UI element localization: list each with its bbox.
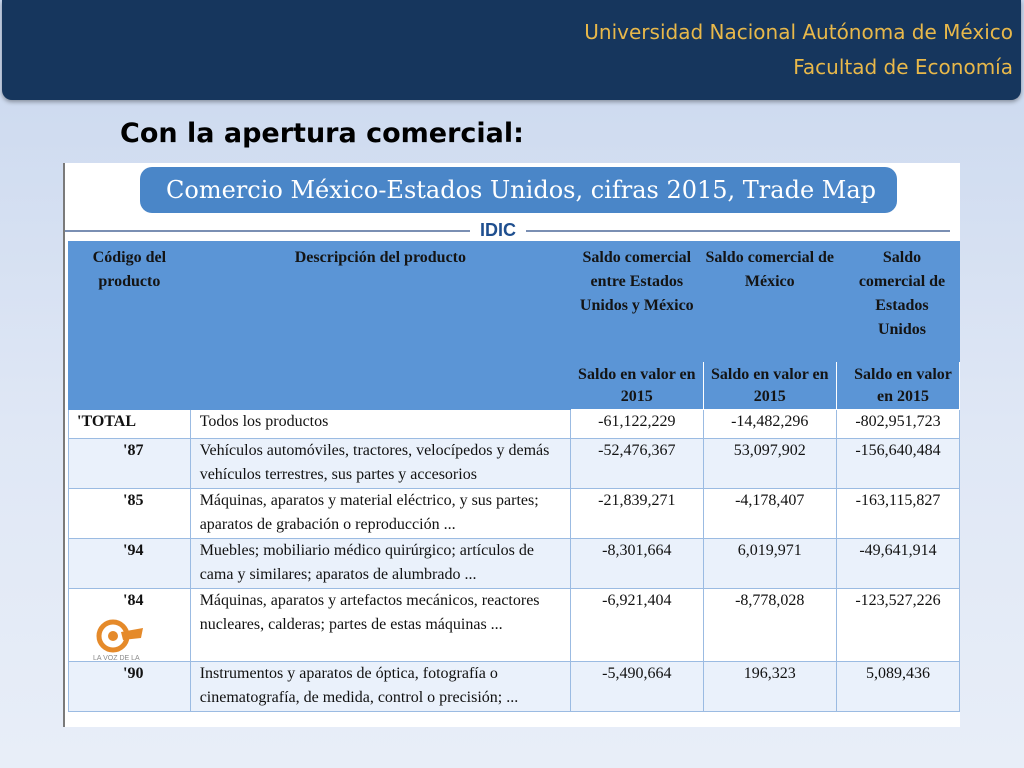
row-value-2: 53,097,902 <box>703 439 836 489</box>
row-code: '90 <box>69 662 191 712</box>
row-value-3: 5,089,436 <box>836 662 959 712</box>
slide-title: Con la apertura comercial: <box>120 118 524 149</box>
row-value-3: -802,951,723 <box>836 410 959 439</box>
row-value-2: -8,778,028 <box>703 589 836 662</box>
row-value-1: -5,490,664 <box>571 662 703 712</box>
row-code: '84 <box>69 589 191 662</box>
row-value-2: 196,323 <box>703 662 836 712</box>
table-row <box>69 489 960 539</box>
subheader-col1: Saldo en valor en 2015 <box>571 362 703 410</box>
header-description: Descripción del producto <box>190 242 570 410</box>
row-value-1: -6,921,404 <box>571 589 703 662</box>
header-col1: Saldo comercial entre Estados Unidos y México <box>571 242 703 362</box>
watermark-text: LA VOZ DE LA <box>93 655 140 662</box>
row-code: '85 <box>69 489 191 539</box>
table-image-panel <box>63 163 960 727</box>
header-col3-text: Saldo comercial de Estados Unidos <box>858 249 946 338</box>
header-col3 <box>836 242 959 362</box>
watermark-logo-icon <box>91 618 147 662</box>
row-code: 'TOTAL <box>69 410 191 439</box>
row-value-1: -21,839,271 <box>571 489 703 539</box>
table-row <box>69 662 960 712</box>
row-value-3: -156,640,484 <box>836 439 959 489</box>
row-value-1: -61,122,229 <box>571 410 703 439</box>
header-bar <box>2 0 1021 100</box>
table-header-row <box>69 242 960 362</box>
idic-logo: IDIC <box>480 220 516 240</box>
row-value-2: -4,178,407 <box>703 489 836 539</box>
subheader-col3 <box>836 362 959 410</box>
row-code: '94 <box>69 539 191 589</box>
row-description: Todos los productos <box>190 410 570 439</box>
row-description: Máquinas, aparatos y material eléctrico, y sus partes; aparatos de grabación o reproducción ... <box>190 489 570 539</box>
row-value-3: -163,115,827 <box>836 489 959 539</box>
header-col2: Saldo comercial de México <box>703 242 836 362</box>
row-description: Vehículos automóviles, tractores, velocípedos y demás vehículos terrestres, sus partes y accesorios <box>190 439 570 489</box>
table-row <box>69 539 960 589</box>
table-row <box>69 439 960 489</box>
subheader-col3-text: Saldo en valor en 2015 <box>854 366 952 405</box>
table-row <box>69 589 960 662</box>
header-code: Código del producto <box>69 242 191 410</box>
row-description: Máquinas, aparatos y artefactos mecánicos, reactores nucleares, calderas; partes de estas máquinas ... <box>190 589 570 662</box>
row-code: '87 <box>69 439 191 489</box>
row-value-2: -14,482,296 <box>703 410 836 439</box>
row-value-3: -123,527,226 <box>836 589 959 662</box>
trade-table <box>68 241 960 712</box>
banner-rule-left <box>65 230 470 232</box>
row-value-3: -49,641,914 <box>836 539 959 589</box>
university-name: Universidad Nacional Autónoma de México <box>584 20 1013 44</box>
row-description: Muebles; mobiliario médico quirúrgico; artículos de cama y similares; aparatos de alumbrado ... <box>190 539 570 589</box>
row-description: Instrumentos y aparatos de óptica, fotografía o cinematografía, de medida, control o precisión; ... <box>190 662 570 712</box>
table-banner: Comercio México-Estados Unidos, cifras 2015, Trade Map <box>140 167 897 213</box>
row-value-1: -8,301,664 <box>571 539 703 589</box>
faculty-name: Facultad de Economía <box>793 55 1013 79</box>
table-row <box>69 410 960 439</box>
row-value-2: 6,019,971 <box>703 539 836 589</box>
subheader-col2: Saldo en valor en 2015 <box>703 362 836 410</box>
row-value-1: -52,476,367 <box>571 439 703 489</box>
panel-left-edge <box>63 163 65 727</box>
banner-rule-right <box>526 230 950 232</box>
